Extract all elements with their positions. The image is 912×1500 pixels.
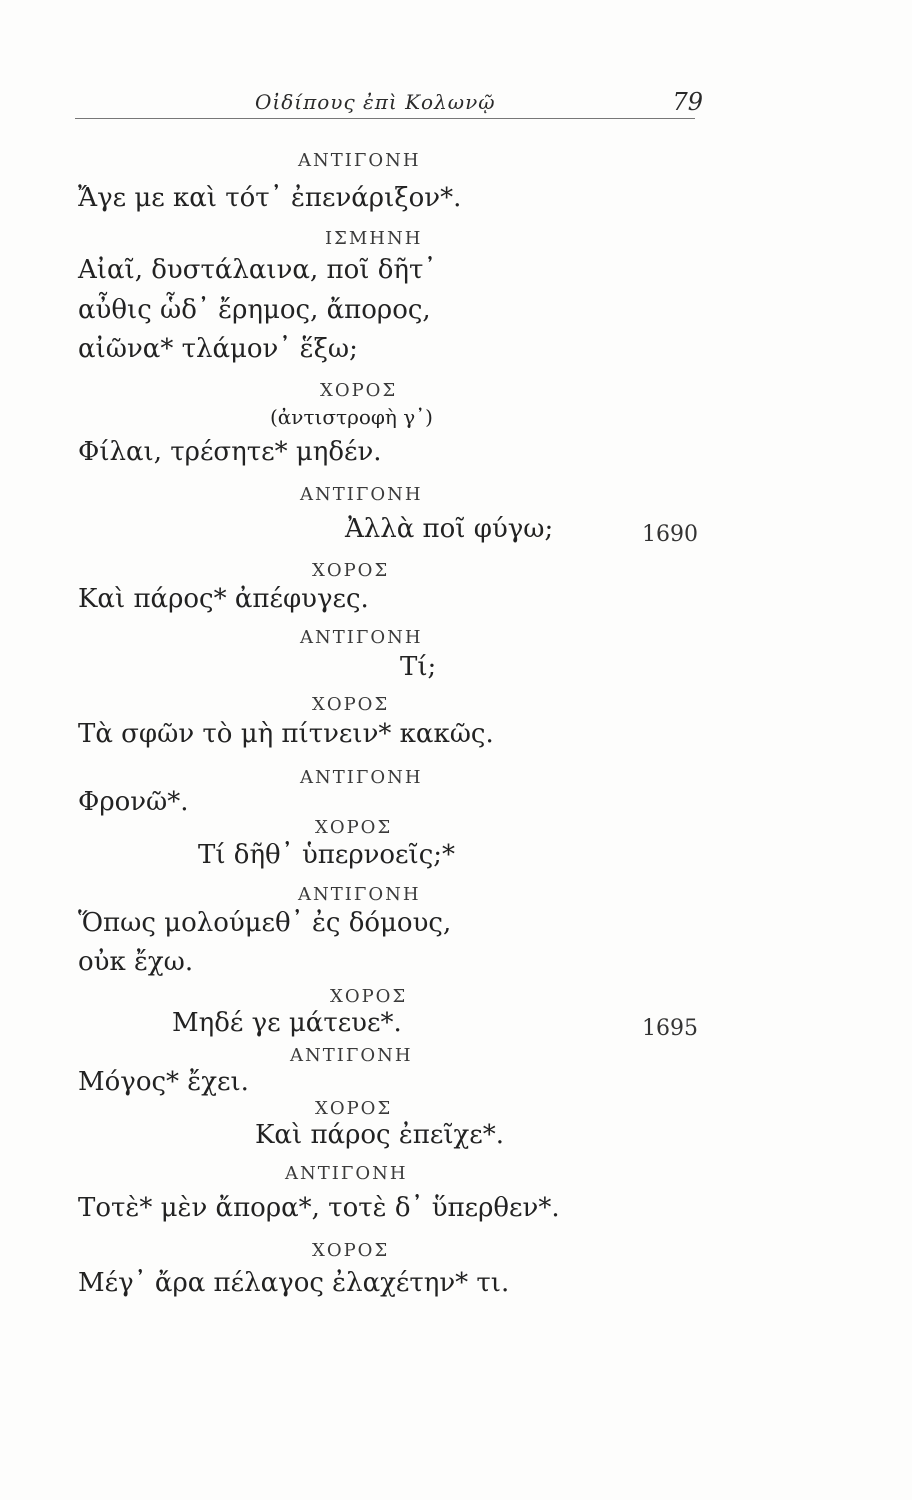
verse-line: Ὅπως μολούμεθ᾽ ἐς δόμους,	[78, 908, 452, 938]
verse-line: Ἄγε με καὶ τότ᾽ ἐπενάριξον*.	[78, 183, 462, 213]
verse-line: Τὰ σφῶν τὸ μὴ πίτνειν* κακῶς.	[78, 719, 494, 749]
verse-line: Φρονῶ*.	[78, 787, 189, 817]
verse-line: Καὶ πάρος ἐπεῖχε*.	[255, 1120, 505, 1150]
verse-line: αἰῶνα* τλάμον᾽ ἕξω;	[78, 334, 358, 364]
verse-line: Τί δῆθ᾽ ὑπερνοεῖς;*	[198, 840, 456, 870]
speaker-label: ΧΟΡΟΣ	[312, 560, 390, 581]
verse-line: Μόγος* ἔχει.	[78, 1067, 249, 1097]
speaker-label: ΧΟΡΟΣ	[312, 1240, 390, 1261]
speaker-label: ΑΝΤΙΓΟΝΗ	[298, 150, 421, 171]
stage-direction: (ἀντιστροφὴ γ᾽)	[270, 405, 433, 429]
verse-line: Ἀλλὰ ποῖ φύγω;	[345, 514, 554, 544]
running-title: Οἰδίπους ἐπὶ Κολωνῷ	[255, 90, 496, 114]
speaker-label: ΧΟΡΟΣ	[320, 380, 398, 401]
verse-line: Μηδέ γε μάτευε*.	[172, 1008, 402, 1038]
line-number: 1690	[642, 522, 698, 547]
verse-line: Τοτὲ* μὲν ἄπορα*, τοτὲ δ᾽ ὕπερθεν*.	[78, 1193, 560, 1223]
verse-line: αὖθις ὧδ᾽ ἔρημος, ἄπορος,	[78, 295, 431, 325]
speaker-label: ΑΝΤΙΓΟΝΗ	[290, 1045, 413, 1066]
verse-line: Τί;	[400, 652, 437, 682]
speaker-label: ΑΝΤΙΓΟΝΗ	[300, 767, 423, 788]
speaker-label: ΧΟΡΟΣ	[312, 694, 390, 715]
verse-line: Αἰαῖ, δυστάλαινα, ποῖ δῆτ᾽	[78, 255, 437, 285]
verse-line: Μέγ᾽ ἄρα πέλαγος ἐλαχέτην* τι.	[78, 1268, 510, 1298]
page-header	[75, 82, 703, 119]
speaker-label: ΑΝΤΙΓΟΝΗ	[300, 627, 423, 648]
speaker-label: ΧΟΡΟΣ	[315, 1098, 393, 1119]
page-number: 79	[672, 88, 703, 116]
speaker-label: ΑΝΤΙΓΟΝΗ	[298, 884, 421, 905]
verse-line: οὐκ ἔχω.	[78, 947, 194, 977]
line-number: 1695	[642, 1016, 698, 1041]
speaker-label: ΑΝΤΙΓΟΝΗ	[285, 1163, 408, 1184]
speaker-label: ΑΝΤΙΓΟΝΗ	[300, 484, 423, 505]
verse-line: Καὶ πάρος* ἀπέφυγες.	[78, 584, 369, 614]
speaker-label: ΙΣΜΗΝΗ	[325, 228, 423, 249]
verse-line: Φίλαι, τρέσητε* μηδέν.	[78, 437, 382, 467]
speaker-label: ΧΟΡΟΣ	[315, 817, 393, 838]
speaker-label: ΧΟΡΟΣ	[330, 986, 408, 1007]
